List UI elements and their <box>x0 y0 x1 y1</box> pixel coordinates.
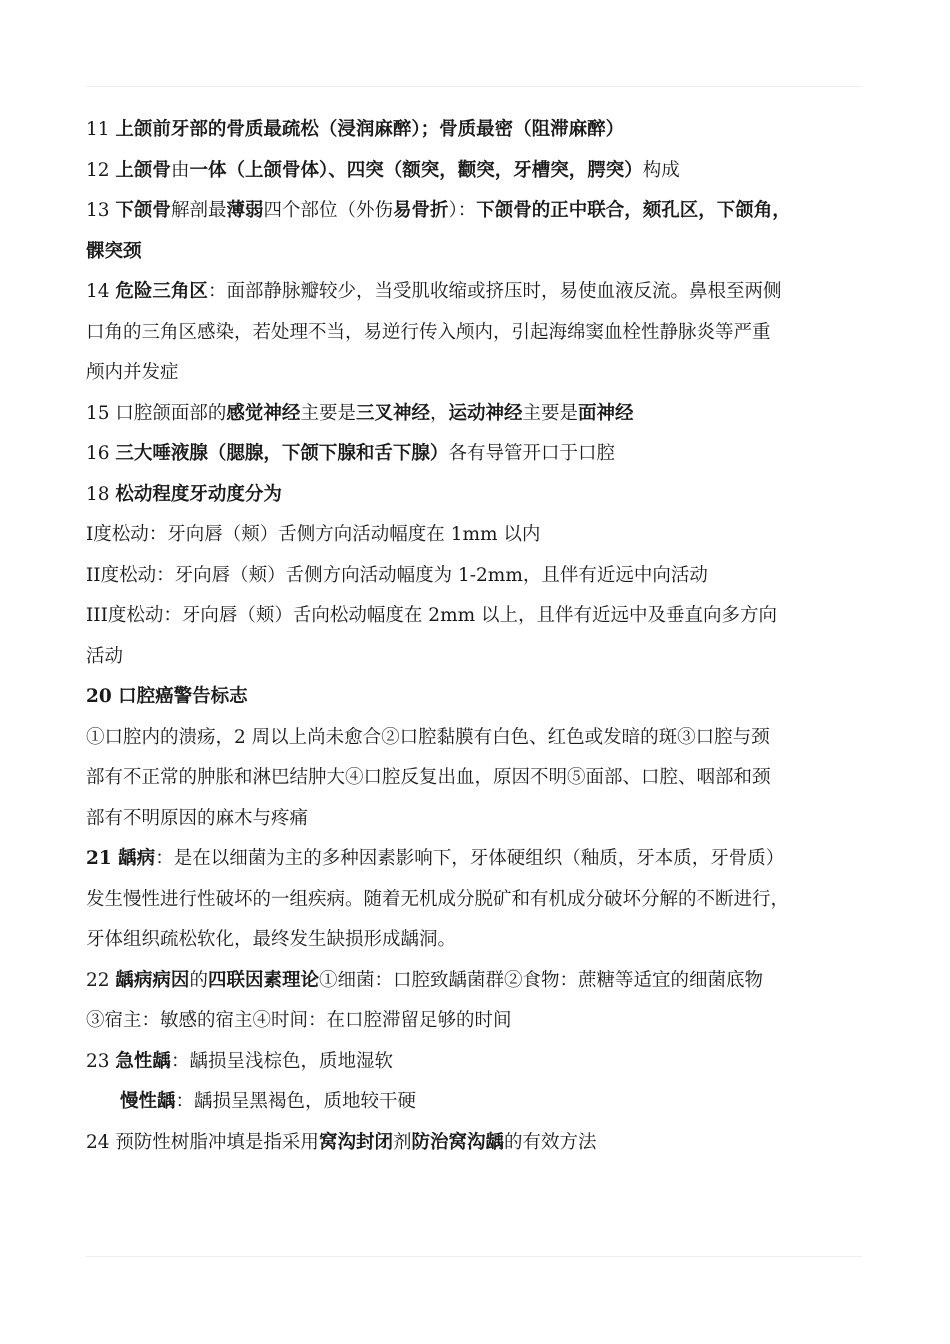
text-segment: 16 <box>86 443 116 464</box>
text-segment: 11 <box>86 119 116 140</box>
text-segment: 主要是 <box>300 402 356 424</box>
text-line <box>86 1082 876 1123</box>
bold-text: 急性龋 <box>115 1050 171 1072</box>
text-segment: ）： <box>448 200 477 221</box>
text-segment: ①口腔内的溃疡，2 周以上尚未愈合②口腔黏膜有白色、红色或发暗的斑③口腔与颈 <box>86 726 770 748</box>
top-divider <box>86 86 862 87</box>
text-line <box>86 1123 876 1164</box>
text-segment: 主要是 <box>522 402 579 424</box>
text-line <box>86 637 876 678</box>
text-segment: ， <box>429 402 449 424</box>
text-segment: II度松动：牙向唇（颊）舌侧方向活动幅度为 1-2mm，且伴有近远中向活动 <box>86 564 708 586</box>
text-segment: 解剖最 <box>170 200 227 221</box>
text-segment: 13 <box>86 200 116 221</box>
text-segment: ：龋损呈浅棕色，质地湿软 <box>170 1050 393 1072</box>
text-line <box>86 313 876 354</box>
bold-text: 一体（上颌骨体）、四突（额突，颧突，牙槽突，腭突） <box>189 159 643 181</box>
text-segment: 的有效方法 <box>503 1131 597 1153</box>
text-line <box>86 596 876 637</box>
text-segment: 口角的三角区感染，若处理不当，易逆行传入颅内，引起海绵窦血栓性静脉炎等严重 <box>86 321 771 343</box>
text-segment: 22 <box>86 969 116 991</box>
bold-text: 易骨折 <box>392 200 449 221</box>
text-line <box>86 556 876 597</box>
document-body <box>86 110 876 1163</box>
text-segment: ：是在以细菌为主的多种因素影响下，牙体硬组织（釉质，牙本质，牙骨质） <box>155 848 785 869</box>
text-segment: ③宿主：敏感的宿主④时间：在口腔滞留足够的时间 <box>86 1010 512 1031</box>
text-line <box>86 758 876 799</box>
bold-text: 三叉神经 <box>355 402 430 424</box>
text-line <box>86 353 876 394</box>
bold-text: 薄弱 <box>226 200 264 221</box>
text-line <box>86 434 876 475</box>
text-segment: 剂 <box>392 1131 412 1153</box>
text-segment: 部有不正常的肿胀和淋巴结肿大④口腔反复出血，原因不明⑤面部、口腔、咽部和颈 <box>86 767 771 788</box>
text-segment: 颅内并发症 <box>86 362 179 383</box>
text-line <box>86 515 876 556</box>
text-line <box>86 232 876 273</box>
text-line <box>86 839 876 880</box>
text-line <box>86 961 876 1002</box>
text-segment: I度松动：牙向唇（颊）舌侧方向活动幅度在 1mm 以内 <box>86 524 541 545</box>
bold-text: 下颌骨 <box>115 200 171 221</box>
bold-text: 20 口腔癌警告标志 <box>86 686 248 707</box>
bold-text: 危险三角区 <box>115 281 208 302</box>
text-segment: ①细菌：口腔致龋菌群②食物：蔗糖等适宜的细菌底物 <box>318 969 763 991</box>
bold-text: 上颌前牙部的骨质最疏松（浸润麻醉）；骨质最密（阻滞麻醉） <box>115 119 625 140</box>
text-segment: 活动 <box>86 645 124 667</box>
text-line <box>86 718 876 759</box>
text-segment: 的 <box>189 969 208 991</box>
text-line <box>86 151 876 192</box>
text-segment: 构成 <box>642 159 680 181</box>
text-segment: 发生慢性进行性破坏的一组疾病。随着无机成分脱矿和有机成分破坏分解的不断进行， <box>86 888 790 910</box>
bold-text: 三大唾液腺（腮腺，下颌下腺和舌下腺） <box>115 443 449 464</box>
bold-text: 慢性龋 <box>120 1091 176 1112</box>
bold-text: 面神经 <box>578 402 634 424</box>
bold-text: 髁突颈 <box>86 240 142 262</box>
text-segment: 23 <box>86 1050 116 1072</box>
text-segment: 14 <box>86 281 116 302</box>
text-segment: 部有不明原因的麻木与疼痛 <box>86 807 309 829</box>
bold-text: 感觉神经 <box>226 402 301 424</box>
bold-text: 窝沟封闭 <box>318 1131 393 1153</box>
bold-text: 松动程度牙动度分为 <box>115 483 282 505</box>
text-segment: 18 <box>86 483 116 505</box>
text-segment: 24 预防性树脂冲填是指采用 <box>86 1131 319 1153</box>
text-segment: ：面部静脉瓣较少，当受肌收缩或挤压时，易使血液反流。鼻根至两侧 <box>207 281 782 302</box>
text-line <box>86 880 876 921</box>
text-segment: 牙体组织疏松软化，最终发生缺损形成龋洞。 <box>86 929 457 950</box>
text-line <box>86 799 876 840</box>
text-segment: 12 <box>86 159 116 181</box>
text-segment: 四个部位（外伤 <box>263 200 393 221</box>
bold-text: 上颌骨 <box>115 159 171 181</box>
bold-text: 龋病病因 <box>115 969 190 991</box>
bold-text: 运动神经 <box>448 402 523 424</box>
text-line <box>86 677 876 718</box>
text-segment: 15 口腔颌面部的 <box>86 402 227 424</box>
bold-text: 下颌骨的正中联合，颏孔区，下颌角， <box>476 200 791 221</box>
text-line <box>86 110 876 151</box>
text-line <box>86 191 876 232</box>
text-line <box>86 475 876 516</box>
text-line <box>86 1042 876 1083</box>
text-segment: ：龋损呈黑褐色，质地较干硬 <box>175 1091 417 1112</box>
bold-text: 21 龋病 <box>86 848 156 869</box>
text-line <box>86 394 876 435</box>
text-line <box>86 920 876 961</box>
text-segment: 各有导管开口于口腔 <box>448 443 615 464</box>
text-segment: 由 <box>170 159 190 181</box>
bold-text: 防治窝沟龋 <box>411 1131 504 1153</box>
bold-text: 四联因素理论 <box>207 969 319 991</box>
text-line <box>86 1001 876 1042</box>
text-line <box>86 272 876 313</box>
bottom-divider <box>86 1256 862 1257</box>
text-segment: III度松动：牙向唇（颊）舌向松动幅度在 2mm 以上，且伴有近远中及垂直向多方向 <box>86 605 778 626</box>
